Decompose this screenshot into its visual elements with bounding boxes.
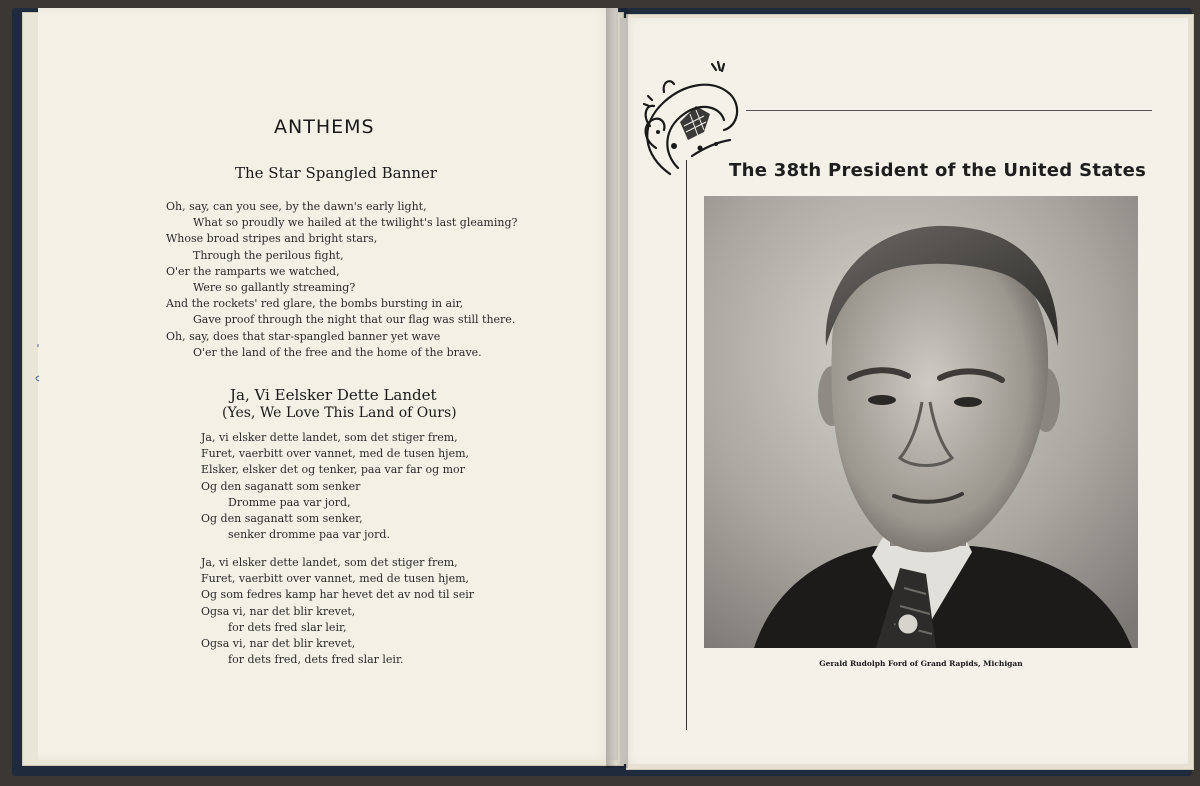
verse-ja-vi-elsker-2 — [201, 555, 474, 668]
song-subtitle-translation: (Yes, We Love This Land of Ours) — [222, 405, 457, 421]
verse-line: O'er the land of the free and the home of the brave. — [193, 345, 482, 359]
verse-line: Og som fedres kamp har hevet det av nod til seir — [201, 588, 474, 602]
header-rule — [746, 110, 1152, 111]
song-title-star-spangled-banner: The Star Spangled Banner — [235, 164, 437, 182]
verse-line: Og den saganatt som senker, — [201, 512, 363, 526]
song-title-ja-vi-elsker: Ja, Vi Eelsker Dette Landet — [230, 386, 437, 404]
margin-rule — [686, 160, 687, 730]
verse-line: Ja, vi elsker dette landet, som det stiger frem, — [201, 431, 458, 444]
portrait-photo — [704, 196, 1138, 648]
verse-line: Ogsa vi, nar det blir krevet, — [201, 637, 356, 651]
verse-ja-vi-elsker-1 — [201, 430, 469, 543]
verse-line: Through the perilous fight, — [193, 248, 344, 262]
verse-line: senker dromme paa var jord. — [228, 528, 390, 542]
verse-line: Elsker, elsker det og tenker, paa var far og mor — [201, 463, 465, 477]
book-spine — [606, 8, 628, 768]
verse-line: Ja, vi elsker dette landet, som det stiger frem, — [201, 556, 458, 569]
page-heading-president: The 38th President of the United States — [729, 160, 1147, 181]
verse-line: Whose broad stripes and bright stars, — [166, 232, 378, 246]
verse-line: Dromme paa var jord, — [228, 495, 351, 509]
verse-line: Ogsa vi, nar det blir krevet, — [201, 604, 356, 618]
verse-line: for dets fred, dets fred slar leir. — [228, 653, 404, 667]
verse-line: What so proudly we hailed at the twilight's last gleaming? — [193, 216, 518, 230]
page-heading-anthems: ANTHEMS — [274, 116, 375, 138]
verse-line: O'er the ramparts we watched, — [166, 264, 340, 278]
verse-line: Furet, vaerbitt over vannet, med de tusen hjem, — [201, 447, 470, 461]
photo-caption: Gerald Rudolph Ford of Grand Rapids, Michigan — [819, 659, 1023, 668]
verse-line: Were so gallantly streaming? — [193, 281, 356, 295]
verse-line: And the rockets' red glare, the bombs bursting in air, — [166, 297, 464, 311]
verse-line: Furet, vaerbitt over vannet, med de tusen hjem, — [201, 572, 470, 586]
verse-line: Oh, say, does that star-spangled banner yet wave — [166, 329, 441, 343]
verse-line: Oh, say, can you see, by the dawn's early light, — [166, 200, 427, 213]
verse-line: Gave proof through the night that our flag was still there. — [193, 313, 516, 327]
verse-line: Og den saganatt som senker — [201, 479, 361, 493]
page-margin-marks — [30, 340, 44, 394]
verse-star-spangled-banner — [166, 199, 517, 361]
verse-line: for dets fred slar leir, — [228, 620, 347, 634]
